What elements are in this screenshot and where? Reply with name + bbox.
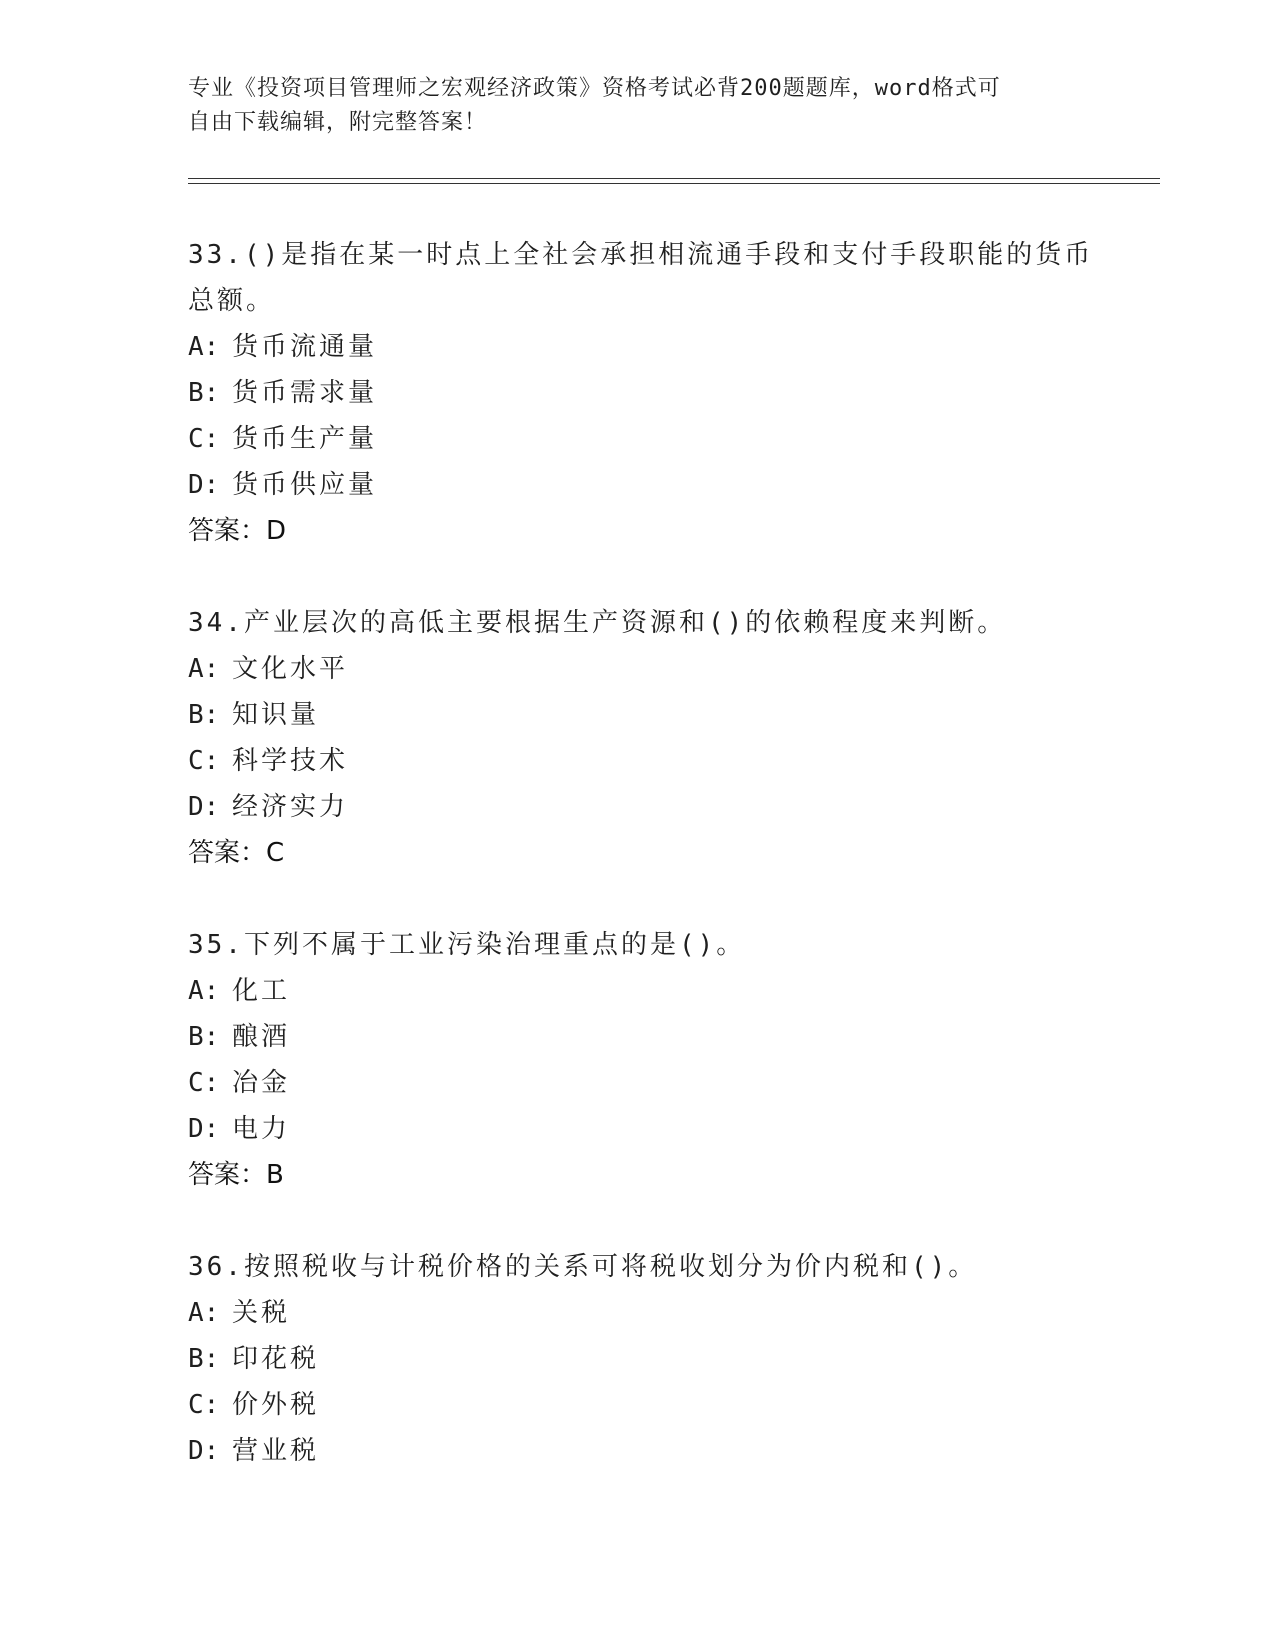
option-label: B: <box>188 700 220 730</box>
option-label: C: <box>188 1068 220 1098</box>
question-stem-line: 总额。 <box>188 286 276 316</box>
option-label: C: <box>188 746 220 776</box>
option-label: D: <box>188 792 220 822</box>
option-text: 文化水平 <box>232 654 349 684</box>
option-label: C: <box>188 1390 220 1420</box>
header-divider <box>188 178 1160 184</box>
answer-key: 答案：C <box>188 838 285 868</box>
answer-option <box>188 416 1088 462</box>
answer-option <box>188 1428 1088 1474</box>
question-list <box>188 232 1094 1520</box>
option-label: B: <box>188 1344 220 1374</box>
answer-option <box>188 1336 1088 1382</box>
answer-option <box>188 324 1088 370</box>
option-label: D: <box>188 1114 220 1144</box>
answer-key: 答案：D <box>188 516 287 546</box>
answer-option <box>188 1290 1088 1336</box>
option-text: 货币生产量 <box>232 424 378 454</box>
question-block <box>188 232 1094 554</box>
question-block <box>188 600 1088 876</box>
question-block <box>188 922 1088 1198</box>
answer-option <box>188 784 1088 830</box>
question-stem-line: 35.下列不属于工业污染治理重点的是()。 <box>188 930 746 960</box>
answer-option <box>188 1014 1088 1060</box>
option-text: 电力 <box>232 1114 291 1144</box>
option-label: A: <box>188 654 220 684</box>
option-text: 冶金 <box>232 1068 291 1098</box>
question-stem-line: 34.产业层次的高低主要根据生产资源和()的依赖程度来判断。 <box>188 608 1007 638</box>
option-text: 货币需求量 <box>232 378 378 408</box>
option-label: B: <box>188 1022 220 1052</box>
option-text: 科学技术 <box>232 746 349 776</box>
answer-option <box>188 462 1088 508</box>
option-text: 印花税 <box>232 1344 320 1374</box>
answer-option <box>188 1060 1088 1106</box>
option-label: A: <box>188 976 220 1006</box>
option-label: A: <box>188 1298 220 1328</box>
option-text: 化工 <box>232 976 291 1006</box>
option-label: A: <box>188 332 220 362</box>
document-header <box>188 72 1068 140</box>
option-label: D: <box>188 470 220 500</box>
header-line-1: 专业《投资项目管理师之宏观经济政策》资格考试必背200题题库，word格式可 <box>188 76 1001 101</box>
option-text: 货币供应量 <box>232 470 378 500</box>
answer-option <box>188 646 1088 692</box>
option-label: D: <box>188 1436 220 1466</box>
option-text: 知识量 <box>232 700 320 730</box>
question-stem <box>188 922 1088 968</box>
question-stem <box>188 1244 1088 1290</box>
option-label: C: <box>188 424 220 454</box>
answer-option <box>188 968 1088 1014</box>
option-text: 营业税 <box>232 1436 320 1466</box>
answer-option <box>188 692 1088 738</box>
option-text: 酿酒 <box>232 1022 291 1052</box>
option-text: 关税 <box>232 1298 291 1328</box>
answer-option <box>188 738 1088 784</box>
question-stem-line: 33.()是指在某一时点上全社会承担相流通手段和支付手段职能的货币 <box>188 240 1094 270</box>
answer-option <box>188 1106 1088 1152</box>
option-label: B: <box>188 378 220 408</box>
header-line-2: 自由下载编辑，附完整答案！ <box>188 110 488 135</box>
option-text: 货币流通量 <box>232 332 378 362</box>
answer-option <box>188 1382 1088 1428</box>
option-text: 价外税 <box>232 1390 320 1420</box>
question-stem-line: 36.按照税收与计税价格的关系可将税收划分为价内税和()。 <box>188 1252 978 1282</box>
answer-key: 答案：B <box>188 1160 284 1190</box>
question-stem <box>188 600 1088 646</box>
question-stem <box>188 232 1094 324</box>
question-block <box>188 1244 1088 1474</box>
option-text: 经济实力 <box>232 792 349 822</box>
answer-option <box>188 370 1088 416</box>
